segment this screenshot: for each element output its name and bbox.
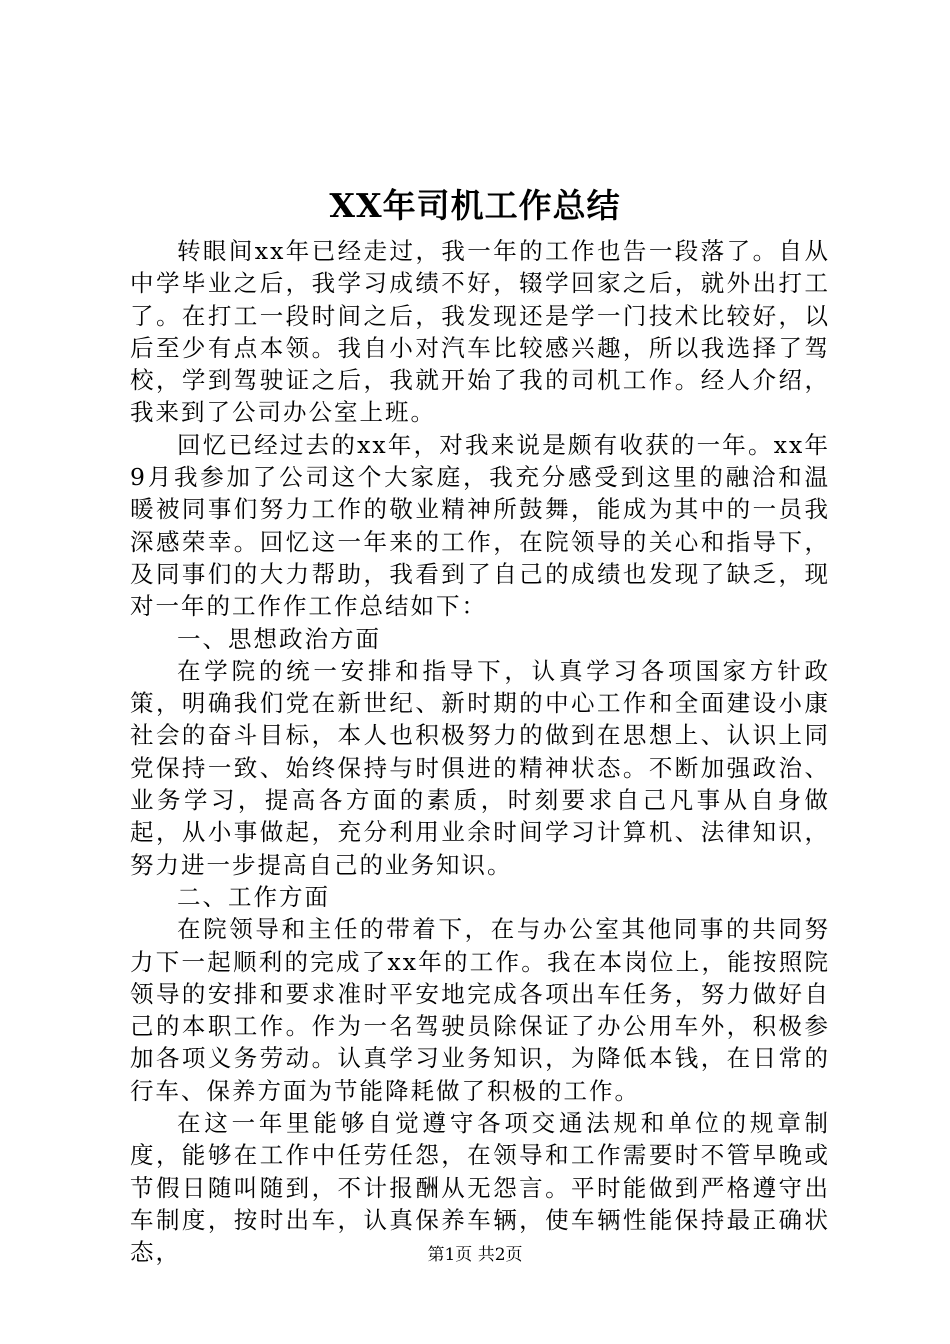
page-number-footer: 第1页 共2页 — [427, 1245, 523, 1265]
paragraph-ideology: 在学院的统一安排和指导下，认真学习各项国家方针政策，明确我们党在新世纪、新时期的中心工作和全面建设小康社会的奋斗目标，本人也积极努力的做到在思想上、认识上同党保持一致、始终保持与时俱进的精神状态。不断加强政治、业务学习，提高各方面的素质，时刻要求自己凡事从自身做起，从小事做起，充分利用业余时间学习计算机、法律知识，努力进一步提高自己的业务知识。 — [130, 656, 830, 879]
document-title: XX年司机工作总结 — [329, 186, 621, 225]
paragraph-discipline: 在这一年里能够自觉遵守各项交通法规和单位的规章制度，能够在工作中任劳任怨，在领导和工作需要时不管早晚或节假日随叫随到，不计报酬从无怨言。平时能做到严格遵守出车制度，按时出车，认真保养车辆，使车辆性能保持最正确状态， — [130, 1109, 830, 1267]
section-heading-work: 二、工作方面 — [177, 882, 330, 911]
section-heading-ideology: 一、思想政治方面 — [177, 624, 381, 653]
paragraph-review: 回忆已经过去的xx年，对我来说是颇有收获的一年。xx年9月我参加了公司这个大家庭，我充分感受到这里的融洽和温暖被同事们努力工作的敬业精神所鼓舞，能成为其中的一员我深感荣幸。回忆这一年来的工作，在院领导的关心和指导下，及同事们的大力帮助，我看到了自己的成绩也发现了缺乏，现对一年的工作作工作总结如下： — [130, 430, 830, 621]
document-body — [130, 235, 830, 1269]
paragraph-work: 在院领导和主任的带着下，在与办公室其他同事的共同努力下一起顺利的完成了xx年的工作。我在本岗位上，能按照院领导的安排和要求准时平安地完成各项出车任务，努力做好自己的本职工作。作为一名驾驶员除保证了办公用车外，积极参加各项义务劳动。认真学习业务知识，为降低本钱，在日常的行车、保养方面为节能降耗做了积极的工作。 — [130, 915, 830, 1105]
paragraph-intro: 转眼间xx年已经走过，我一年的工作也告一段落了。自从中学毕业之后，我学习成绩不好，辍学回家之后，就外出打工了。在打工一段时间之后，我发现还是学一门技术比较好，以后至少有点本领。我自小对汽车比较感兴趣，所以我选择了驾校，学到驾驶证之后，我就开始了我的司机工作。经人介绍，我来到了公司办公室上班。 — [130, 237, 830, 427]
